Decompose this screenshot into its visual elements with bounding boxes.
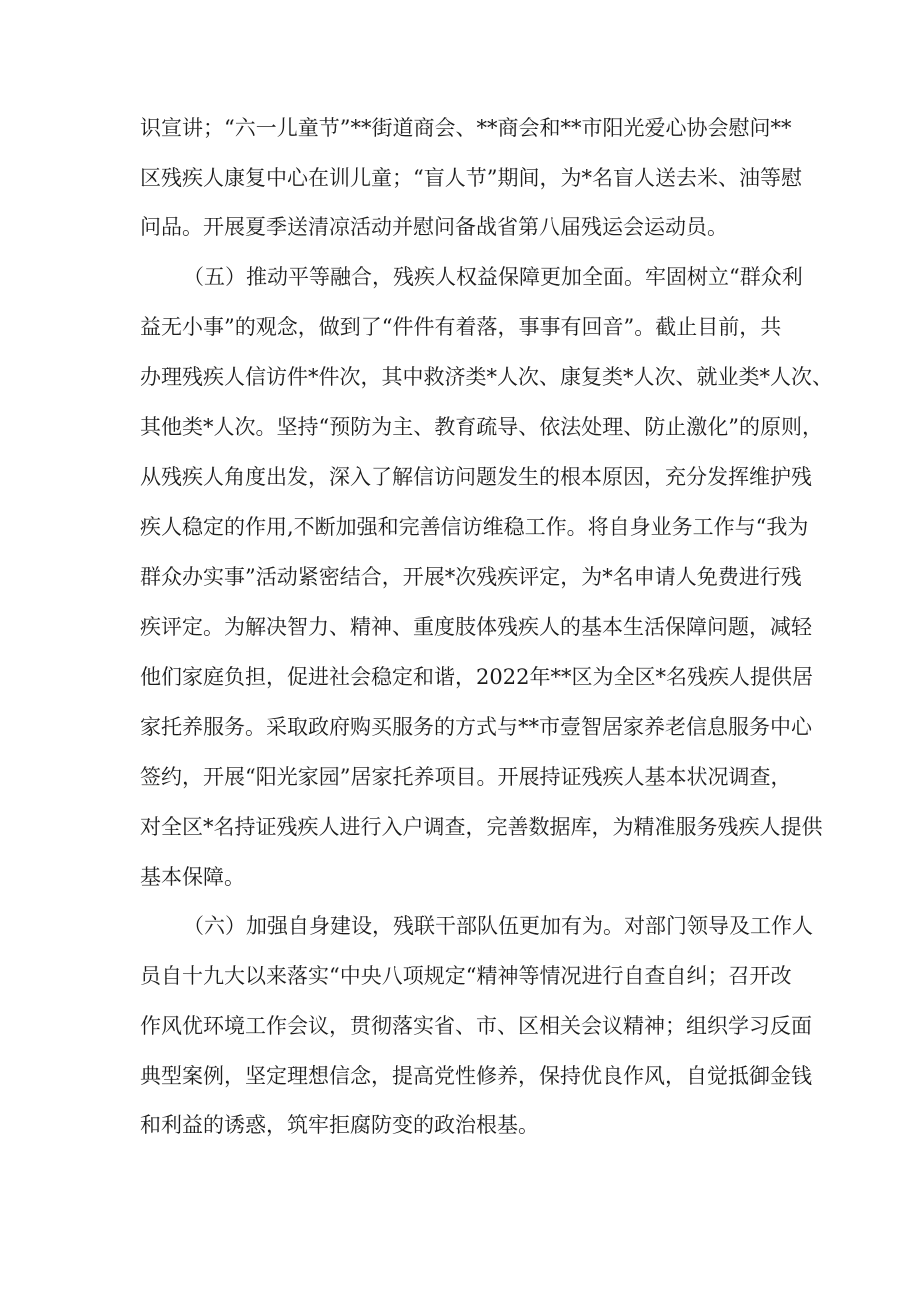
paragraph-1-line-3: 问品。开展夏季送清凉活动并慰问备战省第八届残运会运动员。 [140,215,728,239]
paragraph-1-line-2: 区残疾人康复中心在训儿童；“盲人节”期间，为*名盲人送去米、油等慰 [140,166,802,190]
paragraph-2-line-11: 签约，开展“阳光家园”居家托养项目。开展持证残疾人基本状况调查， [140,765,792,789]
paragraph-1-line-1: 识宣讲；“六一儿童节”**街道商会、**商会和**市阳光爱心协会慰问** [140,116,792,140]
paragraph-2-line-7: 群众办实事”活动紧密结合，开展*次残疾评定，为*名申请人免费进行残 [140,565,802,589]
paragraph-2-line-1: （五）推动平等融合，残疾人权益保障更加全面。牢固树立“群众利 [183,265,803,289]
paragraph-2-line-5: 从残疾人角度出发，深入了解信访问题发生的根本原因，充分发挥维护残 [140,465,812,489]
paragraph-3-line-4: 典型案例，坚定理想信念，提高党性修养，保持优良作风，自觉抵御金钱 [140,1064,812,1088]
paragraph-2-line-4: 其他类*人次。坚持“预防为主、教育疏导、依法处理、防止激化”的原则， [140,415,823,439]
paragraph-3-line-1: （六）加强自身建设，残联干部队伍更加有为。对部门领导及工作人 [183,914,813,938]
paragraph-3-line-5: 和利益的诱惑，筑牢拒腐防变的政治根基。 [140,1113,539,1137]
paragraph-2-line-9: 他们家庭负担，促进社会稳定和谐，2022年**区为全区*名残疾人提供居 [140,665,813,689]
paragraph-2-line-2: 益无小事”的观念，做到了“件件有着落，事事有回音”。截止目前，共 [140,315,782,339]
paragraph-2-line-12: 对全区*名持证残疾人进行入户调查，完善数据库，为精准服务残疾人提供 [140,815,823,839]
paragraph-2-line-10: 家托养服务。采取政府购买服务的方式与**市壹智居家养老信息服务中心 [140,715,812,739]
paragraph-3-line-2: 员自十九大以来落实“中央八项规定“精神等情况进行自查自纠；召开改 [140,964,792,988]
paragraph-2-line-8: 疾评定。为解决智力、精神、重度肢体残疾人的基本生活保障问题，减轻 [140,615,812,639]
paragraph-2-line-3: 办理残疾人信访件*件次，其中救济类*人次、康复类*人次、就业类*人次、 [140,365,833,389]
paragraph-3-line-3: 作风优环境工作会议，贯彻落实省、市、区相关会议精神；组织学习反面 [140,1014,812,1038]
paragraph-2-line-6: 疾人稳定的作用,不断加强和完善信访维稳工作。将自身业务工作与“我为 [140,515,809,539]
paragraph-2-line-13: 基本保障。 [140,865,245,889]
